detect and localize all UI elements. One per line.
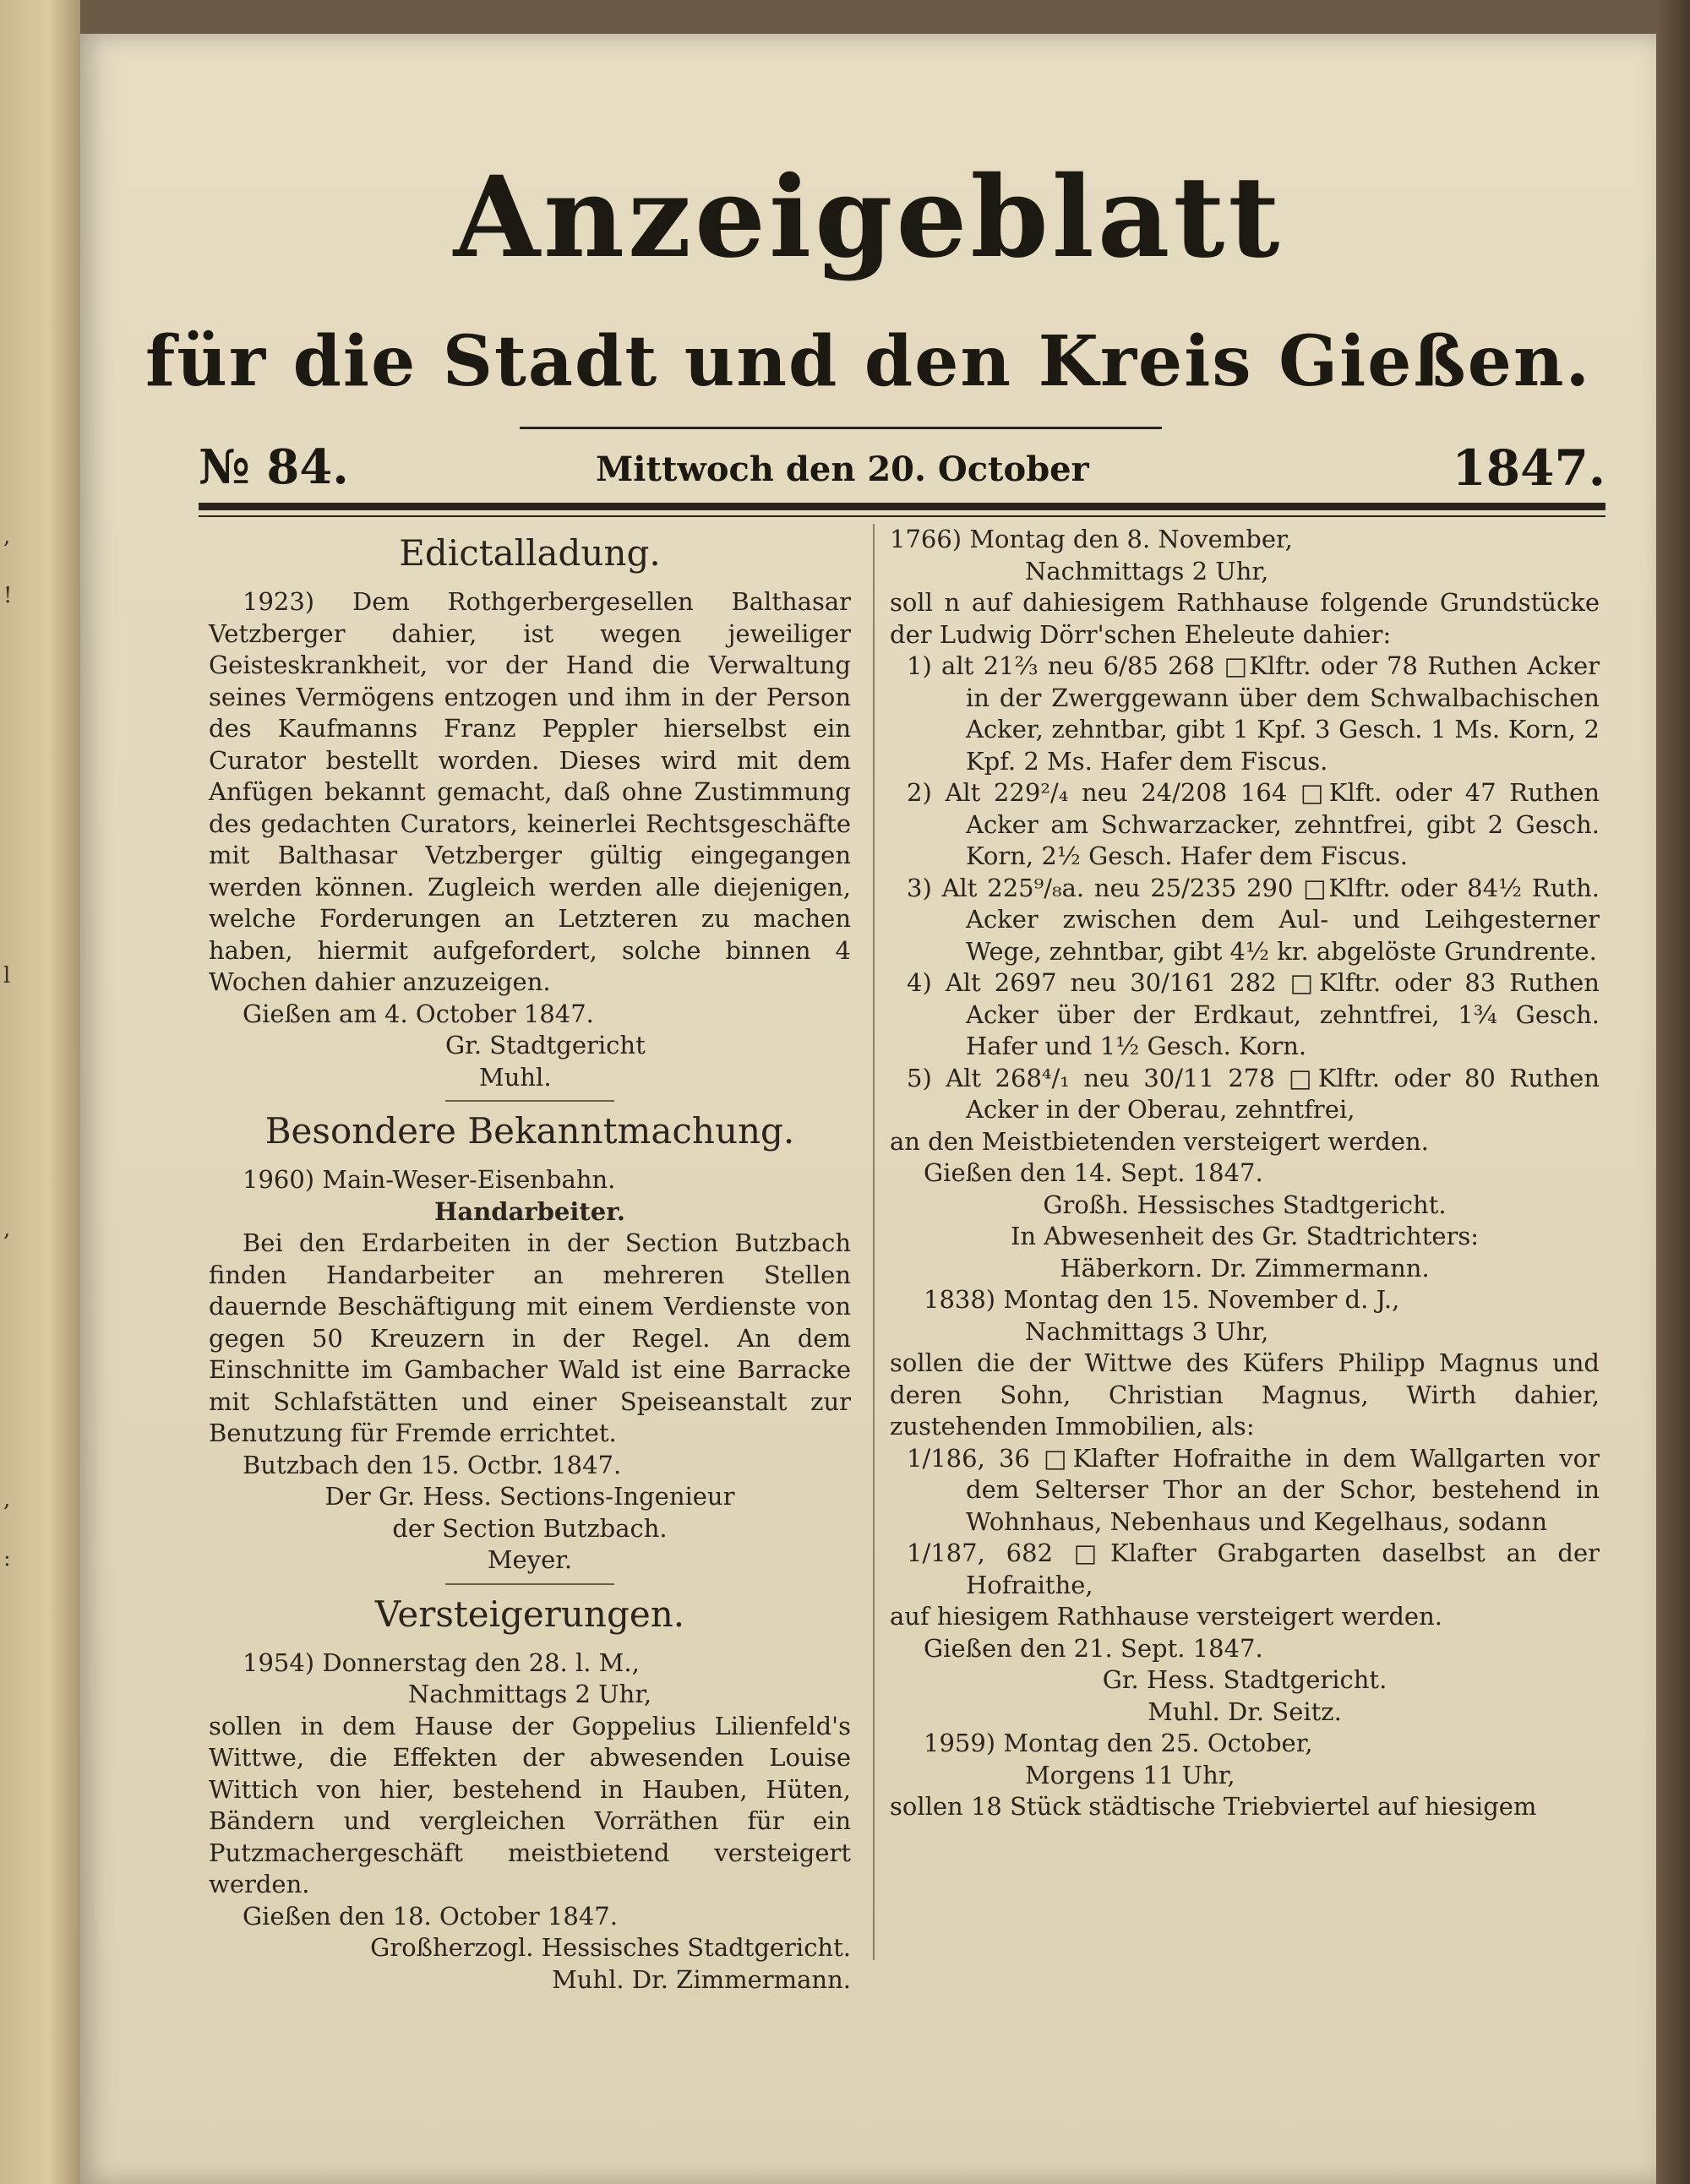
column-divider: [873, 524, 875, 1960]
edge-mark: ,: [3, 1217, 11, 1242]
edge-mark: !: [3, 583, 13, 608]
list-item: 1) alt 21⅔ neu 6/85 268 □Klftr. oder 78 Ruthen Acker in der Zwerggewann über dem Schwalbachischen Acker, zehntbar, gibt 1 Kpf. 3 Gesch. 1 Ms. Korn, 2 Kpf. 2 Ms. Hafer dem Fiscus.: [907, 651, 1600, 776]
header-thin-rule: [199, 515, 1606, 517]
notice-signature: Meyer.: [487, 1545, 573, 1574]
masthead-subtitle: für die Stadt und den Kreis Gießen.: [144, 321, 1592, 402]
notice-subheading: Handarbeiter.: [434, 1196, 625, 1226]
notice-signature: In Abwesenheit des Gr. Stadtrichters:: [1010, 1222, 1480, 1250]
notice-signature: Muhl. Dr. Seitz.: [1148, 1697, 1342, 1726]
facing-page-edge: [0, 0, 80, 2184]
masthead-title: Anzeigeblatt: [453, 152, 1284, 283]
masthead-rule: [520, 427, 1162, 429]
notice-text: sollen die der Wittwe des Küfers Philipp Magnus und deren Sohn, Christian Magnus, Wirth dahier, zustehenden Immobilien, als:: [890, 1348, 1600, 1441]
notice-line: 1838) Montag den 15. November d. J.,: [924, 1285, 1400, 1314]
notice-signature: Häberkorn. Dr. Zimmermann.: [1060, 1253, 1430, 1283]
list-item: 1/186, 36 □Klafter Hofraithe in dem Wallgarten vor dem Selterser Thor an der Schor, bestehend in Wohnhaus, Nebenhaus und Kegelhaus, sodann: [907, 1443, 1600, 1536]
notice-line: Morgens 11 Uhr,: [1025, 1760, 1235, 1789]
list-item: 2) Alt 229²/₄ neu 24/208 164 □Klft. oder 47 Ruthen Acker am Schwarzacker, zehntfrei, gibt 2 Gesch. Korn, 2½ Gesch. Hafer dem Fiscus.: [907, 778, 1600, 870]
section-separator: [445, 1583, 614, 1585]
newspaper-page: [80, 34, 1656, 2184]
notice-text: an den Meistbietenden versteigert werden.: [890, 1126, 1429, 1156]
section-separator: [445, 1100, 614, 1102]
notice-text: 1923) Dem Rothgerbergesellen Balthasar Vetzberger dahier, ist wegen jeweiliger Geisteskrankheit, vor der Hand die Verwaltung seines Vermögens entzogen und ihm in der Person des Kaufmanns Franz Peppler hierselbst ein Curator bestellt worden. Dieses wird mit dem Anfügen bekannt gemacht, daß ohne Zustimmung des gedachten Curators, keinerlei Rechtsgeschäfte mit Balthasar Vetzberger gültig eingegangen werden können. Zugleich werden alle diejenigen, welche Forderungen an Letzteren zu machen haben, hiermit aufgefordert, solche binnen 4 Wochen dahier anzuzeigen.: [209, 587, 851, 996]
issue-date: Mittwoch den 20. October: [596, 449, 1089, 489]
list-item: 4) Alt 2697 neu 30/161 282 □Klftr. oder 83 Ruthen Acker über der Erdkaut, zehntfrei, 1¾ Gesch. Hafer und 1½ Gesch. Korn.: [907, 968, 1600, 1060]
notice-place-date: Gießen den 21. Sept. 1847.: [924, 1633, 1263, 1663]
notice-line: 1954) Donnerstag den 28. l. M.,: [243, 1648, 640, 1677]
header-thick-rule: [199, 503, 1606, 510]
notice-signature: Gr. Stadtgericht: [445, 1031, 646, 1059]
notice-line: 1959) Montag den 25. October,: [924, 1729, 1313, 1757]
notice-line: 1960) Main-Weser-Eisenbahn.: [243, 1165, 616, 1194]
edge-mark: ,: [3, 524, 11, 549]
notice-signature: Muhl.: [479, 1062, 552, 1092]
list-item: 5) Alt 268⁴/₁ neu 30/11 278 □Klftr. oder 80 Ruthen Acker in der Oberau, zehntfrei,: [907, 1063, 1600, 1124]
list-item: 3) Alt 225⁹/₈a. neu 25/235 290 □Klftr. oder 84½ Ruth. Acker zwischen dem Aul- und Leihgesterner Wege, zehntbar, gibt 4½ kr. abgelöste Grundrente.: [907, 873, 1600, 966]
right-column: [890, 524, 1600, 1823]
notice-place-date: Gießen den 18. October 1847.: [243, 1901, 618, 1931]
issue-number: № 84.: [199, 439, 349, 495]
section-heading: Besondere Bekanntmachung.: [264, 1110, 795, 1152]
notice-text: sollen 18 Stück städtische Triebviertel auf hiesigem: [890, 1792, 1537, 1821]
notice-signature: Der Gr. Hess. Sections-Ingenieur: [324, 1482, 735, 1511]
notice-text: auf hiesigem Rathhause versteigert werden.: [890, 1602, 1442, 1631]
edge-mark: ,: [3, 1487, 11, 1512]
page-gutter-shadow: [1656, 0, 1690, 2184]
edge-mark: l: [3, 963, 11, 989]
section-heading: Versteigerungen.: [374, 1593, 685, 1635]
notice-text: soll n auf dahiesigem Rathhause folgende Grundstücke der Ludwig Dörr'schen Eheleute dahier:: [890, 588, 1600, 649]
list-item: 1/187, 682 □Klafter Grabgarten daselbst an der Hofraithe,: [907, 1539, 1600, 1599]
notice-signature: Muhl. Dr. Zimmermann.: [552, 1964, 851, 1994]
notice-text: sollen in dem Hause der Goppelius Lilienfeld's Wittwe, die Effekten der abwesenden Louise Wittich von hier, bestehend in Hauben, Hüten, Bändern und vergleichen Vorräthen für ein Putzmachergeschäft meistbietend versteigert werden.: [209, 1711, 851, 1898]
notice-signature: Gr. Hess. Stadtgericht.: [1102, 1665, 1387, 1694]
left-column: [209, 524, 851, 1996]
notice-signature: Großh. Hessisches Stadtgericht.: [1043, 1190, 1447, 1219]
notice-place-date: Gießen den 14. Sept. 1847.: [924, 1158, 1263, 1187]
notice-line: 1766) Montag den 8. November,: [890, 525, 1293, 553]
notice-line: Nachmittags 3 Uhr,: [1025, 1316, 1269, 1346]
notice-place-date: Butzbach den 15. Octbr. 1847.: [243, 1450, 622, 1479]
notice-line: Nachmittags 2 Uhr,: [1025, 556, 1269, 585]
section-heading: Edictalladung.: [399, 532, 661, 574]
issue-year: 1847.: [1452, 439, 1606, 497]
notice-place-date: Gießen am 4. October 1847.: [243, 999, 594, 1028]
notice-text: Bei den Erdarbeiten in der Section Butzbach finden Handarbeiter an mehreren Stellen dauernde Beschäftigung mit einem Verdienste von gegen 50 Kreuzern in der Regel. An dem Einschnitte im Gambacher Wald ist eine Barracke mit Schlafstätten und einer Speiseanstalt zur Benutzung für Fremde errichtet.: [209, 1228, 851, 1447]
notice-signature: der Section Butzbach.: [392, 1513, 668, 1543]
notice-line: Nachmittags 2 Uhr,: [407, 1680, 652, 1708]
dateline: [199, 439, 1606, 498]
edge-mark: :: [3, 1546, 11, 1571]
notice-signature: Großherzogl. Hessisches Stadtgericht.: [370, 1933, 851, 1962]
